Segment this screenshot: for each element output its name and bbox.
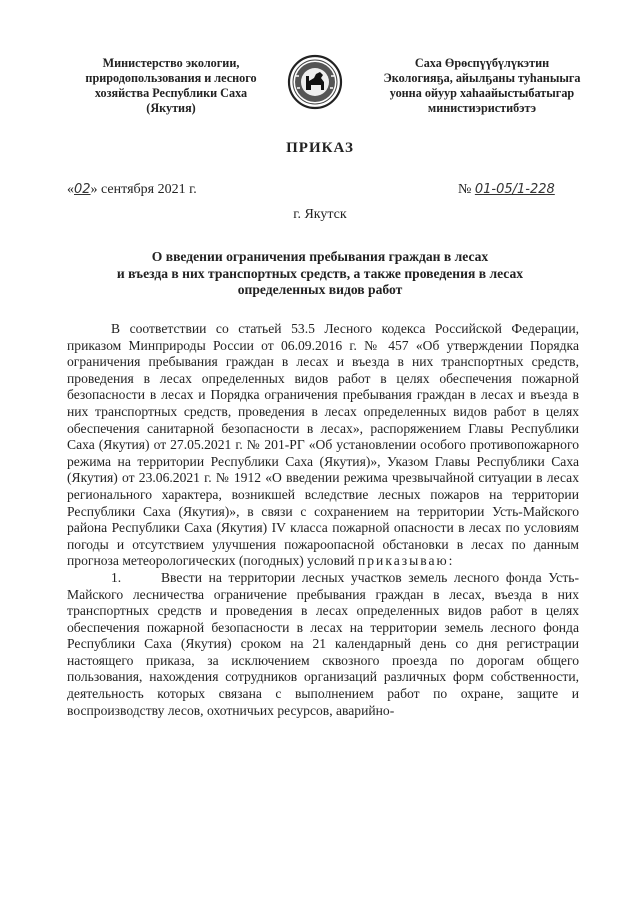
order-subject — [80, 249, 560, 299]
clause-1 — [67, 570, 579, 719]
ministry-name-russian — [78, 56, 264, 116]
date-close-quote: » — [90, 182, 98, 197]
place-of-issue: г. Якутск — [293, 207, 347, 222]
ministry-line: Министерство экологии, — [102, 56, 240, 70]
ministry-line: хозяйства Республики Саха — [94, 86, 248, 100]
ministry-line: министиэристибэтэ — [427, 101, 537, 115]
order-word: приказываю: — [357, 553, 455, 569]
clause-text: Ввести на территории лесных участков земель лесного фонда Усть-Майского лесничества ограничение пребывания граждан в лесах, въезда в них транспортных средств и проведения в лесах определенных видов работ в целях обеспечения пожарной безопасности в лесах на территории земель лесного фонда Республики Саха (Якутия) сроком на 21 календарный день со дня регистрации настоящего приказа, за исключением сквозного проезда по дорогам общего пользования, нахождения сотрудников организаций различных форм собственности, деятельность которых связана с выполнением работ по охране, защите и воспроизводству лесов, охотничьих ресурсов, аварийно- — [67, 569, 579, 718]
date-month-year: сентября 2021 г. — [101, 182, 197, 197]
order-number — [458, 182, 555, 198]
number-value: 01-05/1-228 — [474, 182, 555, 197]
order-body — [67, 321, 579, 719]
document-title: ПРИКАЗ — [286, 140, 354, 156]
preamble-text: В соответствии со статьей 53.5 Лесного кодекса Российской Федерации, приказом Минприроды России от 06.09.2016 г. № 457 «Об утверждении Порядка ограничения пребывания граждан в лесах и въезда в них транспортных средств, проведения в лесах определенных видов работ в целях обеспечения пожарной безопасности в лесах и Порядка ограничения пребывания граждан в лесах и въезда в них транспортных средств, проведения в лесах определенных видов работ в целях обеспечения санитарной безопасности в лесах», распоряжением Главы Республики Саха (Якутия) от 27.05.2021 г. № 201-РГ «Об установлении особого противопожарного режима на территории Республики Саха (Якутия)», Указом Главы Республики Саха (Якутия) от 23.06.2021 г. № 1912 «О введении режима чрезвычайной ситуации в лесах регионального характера, возникшей вследствие лесных пожаров на территории Республики Саха (Якутия)», в связи с сохранением на территории Усть-Майского района Республики Саха (Якутия) IV класса пожарной опасности в лесах по условиям погоды и отсутствием улучшения пожароопасной обстановки в лесах по данным прогноза метеорологических (погодных) условий — [67, 321, 579, 569]
preamble-paragraph — [67, 321, 579, 570]
ministry-line: природопользования и лесного — [85, 71, 257, 85]
coat-of-arms-emblem — [287, 54, 343, 110]
subject-line: и въезда в них транспортных средств, а также проведения в лесах — [116, 265, 524, 281]
ministry-name-yakut — [362, 56, 602, 116]
ministry-line: (Якутия) — [146, 101, 196, 115]
subject-line: О введении ограничения пребывания граждан в лесах — [151, 249, 489, 264]
clause-number: 1. — [111, 569, 122, 585]
number-sign: № — [458, 182, 472, 197]
ministry-line: уонна ойуур хаһаайыстыбатыгар — [389, 86, 575, 100]
ministry-line: Саха Өрөспүүбүлүкэтин — [414, 56, 550, 70]
order-date — [67, 182, 197, 198]
date-day: 02 — [74, 182, 91, 197]
ministry-line: Экологияҕа, айылҕаны туһаныыга — [383, 71, 581, 85]
subject-line: определенных видов работ — [237, 282, 403, 298]
date-open-quote: « — [67, 182, 74, 197]
